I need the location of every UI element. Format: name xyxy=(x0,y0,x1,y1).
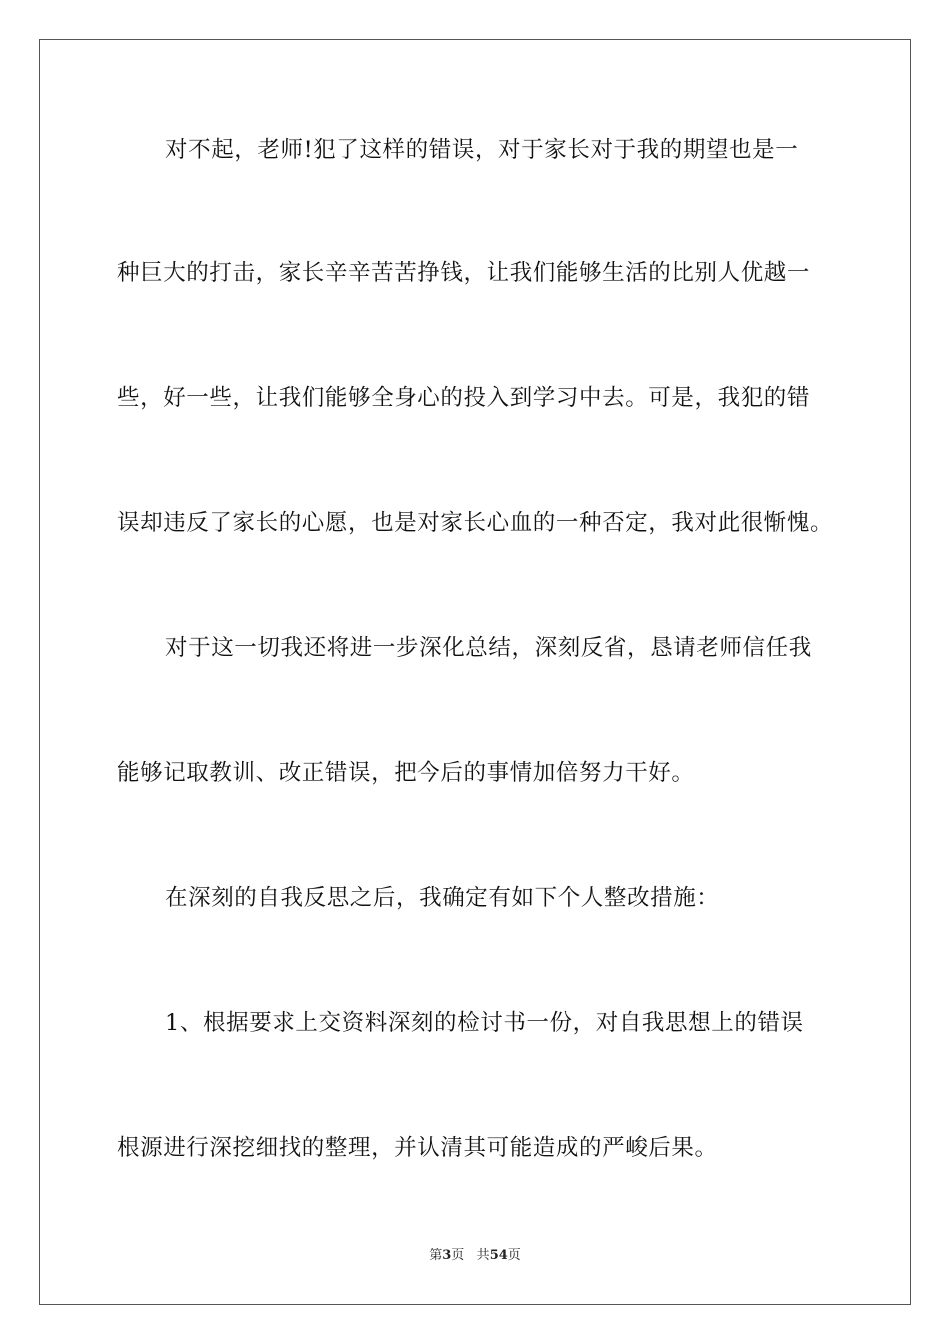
footer-total-number: 54 xyxy=(489,1248,508,1263)
footer-total-suffix: 页 xyxy=(507,1248,521,1263)
paragraph-line-2: 种巨大的打击，家长辛辛苦苦挣钱，让我们能够生活的比别人优越一 xyxy=(117,260,811,286)
footer-page-prefix: 第 xyxy=(429,1248,443,1263)
footer-page-suffix: 页 xyxy=(451,1248,465,1263)
footer-total-prefix: 共 xyxy=(476,1248,490,1263)
paragraph-line-6: 能够记取教训、改正错误，把今后的事情加倍努力干好。 xyxy=(117,760,695,786)
page-footer xyxy=(0,1247,950,1265)
paragraph-line-3: 些，好一些，让我们能够全身心的投入到学习中去。可是，我犯的错 xyxy=(117,385,811,411)
paragraph-line-5: 对于这一切我还将进一步深化总结，深刻反省，恳请老师信任我 xyxy=(165,635,812,661)
paragraph-line-7: 在深刻的自我反思之后，我确定有如下个人整改措施： xyxy=(165,885,720,911)
paragraph-line-9: 根源进行深挖细找的整理，并认清其可能造成的严峻后果。 xyxy=(117,1135,718,1161)
page-border xyxy=(39,39,911,1305)
footer-page-number: 3 xyxy=(442,1248,452,1263)
paragraph-line-1: 对不起，老师!犯了这样的错误，对于家长对于我的期望也是一 xyxy=(165,137,799,163)
paragraph-line-8: 1、根据要求上交资料深刻的检讨书一份，对自我思想上的错误 xyxy=(165,1010,804,1036)
paragraph-line-4: 误却违反了家长的心愿，也是对家长心血的一种否定，我对此很惭愧。 xyxy=(117,510,834,536)
